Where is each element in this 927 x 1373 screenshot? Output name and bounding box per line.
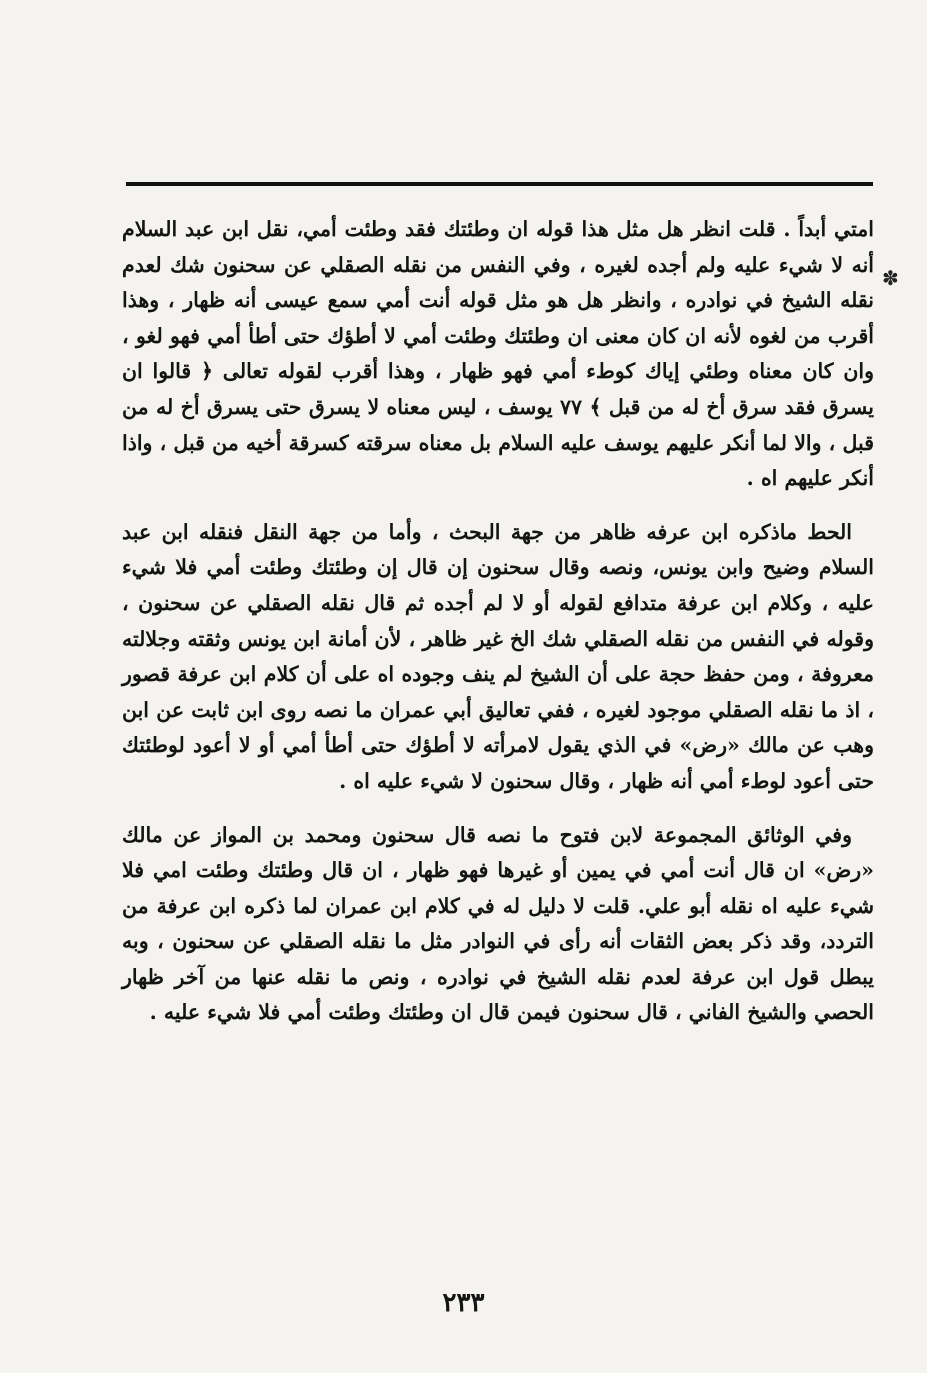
- paragraph-1: امتي أبداً . قلت انظر هل مثل هذا قوله ان وطئتك فقد وطئت أمي، نقل ابن عبد السلام أنه لا شيء عليه ولم أجده لغيره ، وفي النفس من نقله الصقلي عن سحنون شك لعدم نقله الشيخ في نوادره ، وانظر هل هو مثل قوله أنت أمي سمع عيسى أنه ظهار ، وهذا أقرب من لغوه لأنه ان كان معنى ان وطئتك وطئت أمي لا أطؤك حتى أطأ أمي فهو لغو ، وان كان معناه وطئي إياك كوطء أمي فهو ظهار ، وهذا أقرب لقوله تعالى ﴿ قالوا ان يسرق فقد سرق أخ له من قبل ﴾ ٧٧ يوسف ، ليس معناه لا يسرق حتى يسرق أخ له من قبل ، والا لما أنكر عليهم يوسف عليه السلام بل معناه سرقته كسرقة أخيه من قبل ، واذا أنكر عليهم اه .: [122, 217, 874, 491]
- paragraph-2: الحط ماذكره ابن عرفه ظاهر من جهة البحث ، وأما من جهة النقل فنقله ابن عبد السلام وضيح وابن يونس، ونصه وقال سحنون إن قال إن وطئتك وطئت أمي فلا شيء عليه ، وكلام ابن عرفة متدافع لقوله أو لا لم أجده ثم قال نقله الصقلي عن سحنون ، وقوله في النفس من نقله الصقلي شك الخ غير ظاهر ، لأن أمانة ابن يونس وثقته وجلالته معروفة ، ومن حفظ حجة على أن الشيخ لم ينف وجوده اه على أن كلام ابن عرفة قصور ، اذ ما نقله الصقلي موجود لغيره ، ففي تعاليق أبي عمران ما نصه روى ابن ثابت عن ابن وهب عن مالك «رض» في الذي يقول لامرأته لا أطؤك حتى أطأ أمي أو لا أعود لوطئتك حتى أعود لوطء أمي أنه ظهار ، وقال سحنون لا شيء عليه اه .: [122, 519, 874, 793]
- paragraph-3: وفي الوثائق المجموعة لابن فتوح ما نصه قال سحنون ومحمد بن المواز عن مالك «رض» ان قال أنت أمي في يمين أو غيرها فهو ظهار ، ان قال وطئتك وطئت امي فلا شيء عليه اه نقله أبو علي. قلت لا دليل له في كلام ابن عمران لما ذكره ابن عرفة من التردد، وقد ذكر بعض الثقات أنه رأى في النوادر مثل ما نقله الصقلي عن سحنون ، وبه يبطل قول ابن عرفة لعدم نقله الشيخ في نوادره ، ونص ما نقله عنها من آخر ظهار الحصي والشيخ الفاني ، قال سحنون فيمن قال ان وطئتك وطئت أمي فلا شيء عليه .: [122, 822, 874, 1025]
- margin-mark: ✽: [882, 266, 899, 290]
- header-rule: [126, 182, 873, 186]
- page-number: ٢٣٣: [442, 1288, 485, 1318]
- body-text: [122, 212, 874, 1031]
